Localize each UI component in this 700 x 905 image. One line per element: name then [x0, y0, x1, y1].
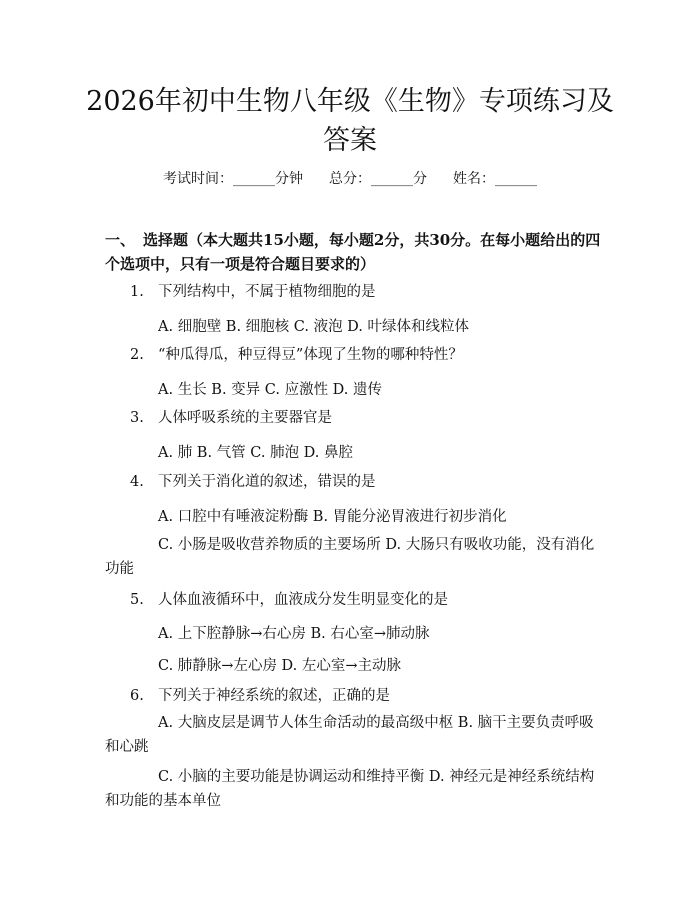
- question-text: 下列关于神经系统的叙述，正确的是: [158, 688, 390, 704]
- question-options: A. 口腔中有唾液淀粉酶 B. 胃能分泌胃液进行初步消化: [158, 509, 507, 525]
- question-stem: [130, 590, 448, 610]
- title-line-1: 2026年初中生物八年级《生物》专项练习及: [86, 86, 614, 117]
- question-number: 2.: [130, 347, 144, 363]
- document-title: [80, 82, 620, 160]
- question-options: C. 小脑的主要功能是协调运动和维持平衡 D. 神经元是神经系统结构和功能的基本单位: [105, 769, 595, 809]
- section-text: 选择题（本大题共15小题，每小题2分，共30分。在每小题给出的四个选项中，只有一项是符合题目要求的）: [105, 231, 601, 273]
- question-options: A. 细胞壁 B. 细胞核 C. 液泡 D. 叶绿体和线粒体: [158, 319, 470, 335]
- question-options: A. 上下腔静脉→右心房 B. 右心室→肺动脉: [158, 626, 430, 642]
- question-text: “种瓜得瓜，种豆得豆”体现了生物的哪种特性？: [158, 347, 463, 363]
- question-number: 4.: [130, 474, 144, 490]
- student-name: 姓名：______: [453, 171, 537, 187]
- exam-meta: [0, 168, 700, 188]
- question-number: 3.: [130, 410, 144, 426]
- question-stem: [130, 282, 376, 302]
- question-options: A. 大脑皮层是调节人体生命活动的最高级中枢 B. 脑干主要负责呼吸和心跳: [105, 715, 594, 755]
- title-line-2: 答案: [323, 125, 377, 156]
- question-number: 5.: [130, 592, 144, 608]
- question-stem: [130, 408, 332, 428]
- question-options: C. 肺静脉→左心房 D. 左心室→主动脉: [158, 658, 402, 674]
- question-text: 下列关于消化道的叙述，错误的是: [158, 474, 376, 490]
- question-stem: [130, 472, 376, 492]
- question-text: 人体呼吸系统的主要器官是: [158, 410, 332, 426]
- question-options: C. 小肠是吸收营养物质的主要场所 D. 大肠只有吸收功能，没有消化功能: [105, 537, 595, 577]
- exam-score: 总分：______分: [329, 171, 427, 187]
- question-options: A. 生长 B. 变异 C. 应激性 D. 遗传: [158, 382, 383, 398]
- question-options: A. 肺 B. 气管 C. 肺泡 D. 鼻腔: [158, 445, 354, 461]
- section-number: 一、: [105, 231, 136, 249]
- question-stem: [130, 686, 390, 706]
- section-heading: [105, 228, 610, 276]
- question-number: 6.: [130, 688, 144, 704]
- question-stem: [130, 345, 463, 365]
- question-number: 1.: [130, 284, 144, 300]
- question-text: 人体血液循环中，血液成分发生明显变化的是: [158, 592, 448, 608]
- exam-time: 考试时间：______分钟: [163, 171, 303, 187]
- question-text: 下列结构中，不属于植物细胞的是: [158, 284, 376, 300]
